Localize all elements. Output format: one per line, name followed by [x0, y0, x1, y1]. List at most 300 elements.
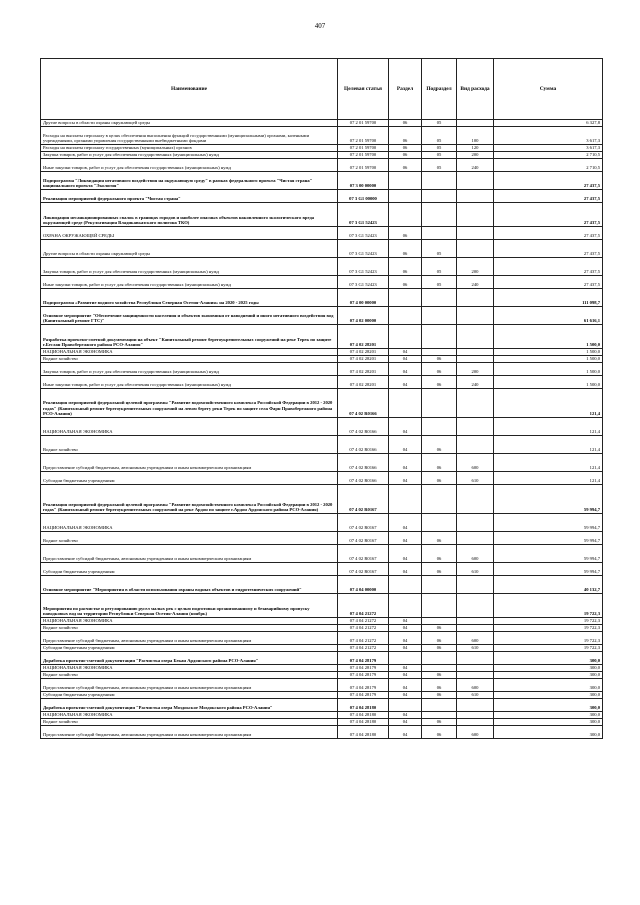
- cell-expense-type: [457, 719, 494, 726]
- table-row: [41, 726, 603, 739]
- cell-sum: 121,4: [494, 472, 603, 485]
- table-row-heading: [41, 289, 603, 307]
- cell-name: Водное хозяйство: [41, 356, 338, 363]
- cell-target-code: 07 4 04 00000: [338, 576, 389, 594]
- cell-name: НАЦИОНАЛЬНАЯ ЭКОНОМИКА: [41, 514, 338, 532]
- cell-section: 04: [389, 645, 422, 652]
- table-row: [41, 127, 603, 145]
- cell-subsection: [422, 349, 457, 356]
- cell-section: 04: [389, 719, 422, 726]
- table-row-heading: [41, 325, 603, 349]
- cell-expense-type: 600: [457, 632, 494, 645]
- cell-expense-type: [457, 712, 494, 719]
- table-row-heading: [41, 389, 603, 418]
- cell-sum: 27 437,5: [494, 190, 603, 203]
- cell-sum: 3 617,3: [494, 127, 603, 145]
- cell-name: Подпрограмма «Развитие водного хозяйства Республики Северная Осетия-Алания» на 2020 - 2025 годы: [41, 289, 338, 307]
- cell-sum: 19 722,3: [494, 645, 603, 652]
- cell-section: 06: [389, 127, 422, 145]
- table-row: [41, 152, 603, 159]
- cell-subsection: 05: [422, 276, 457, 289]
- table-row: [41, 436, 603, 454]
- cell-sum: 6 327,8: [494, 120, 603, 127]
- cell-section: 04: [389, 672, 422, 679]
- cell-target-code: 07 4 04 21272: [338, 625, 389, 632]
- cell-expense-type: [457, 172, 494, 190]
- table-row-heading: [41, 652, 603, 665]
- cell-name: Предоставление субсидий бюджетным, автономным учреждениям и иным некоммерческим организациям: [41, 679, 338, 692]
- cell-subsection: 06: [422, 563, 457, 576]
- cell-section: 04: [389, 632, 422, 645]
- cell-target-code: 07 4 02 R0167: [338, 532, 389, 545]
- cell-target-code: 07 4 02 00000: [338, 307, 389, 325]
- cell-name: Расходы на выплаты персоналу государственных (муниципальных) органов: [41, 145, 338, 152]
- table-row-heading: [41, 203, 603, 227]
- cell-subsection: [422, 514, 457, 532]
- cell-target-code: 07 3 G1 52423: [338, 258, 389, 276]
- cell-expense-type: [457, 436, 494, 454]
- cell-target-code: 07 4 04 28179: [338, 672, 389, 679]
- cell-target-code: 07 4 04 21272: [338, 594, 389, 618]
- cell-expense-type: [457, 699, 494, 712]
- cell-section: [389, 576, 422, 594]
- table-row: [41, 618, 603, 625]
- cell-target-code: 07 4 04 21272: [338, 618, 389, 625]
- cell-subsection: [422, 203, 457, 227]
- cell-target-code: 07 2 01 59700: [338, 145, 389, 152]
- cell-section: [389, 325, 422, 349]
- cell-expense-type: [457, 356, 494, 363]
- cell-sum: 59 994,7: [494, 532, 603, 545]
- table-row: [41, 532, 603, 545]
- cell-subsection: 05: [422, 145, 457, 152]
- cell-target-code: 07 4 02 R0166: [338, 454, 389, 472]
- cell-target-code: 07 4 04 21272: [338, 645, 389, 652]
- cell-expense-type: 240: [457, 276, 494, 289]
- header-section: Раздел: [389, 59, 422, 120]
- table-row-heading: [41, 172, 603, 190]
- cell-expense-type: [457, 227, 494, 240]
- cell-sum: 27 437,5: [494, 240, 603, 258]
- cell-expense-type: 610: [457, 472, 494, 485]
- cell-section: [389, 389, 422, 418]
- table-row-heading: [41, 594, 603, 618]
- cell-name: Разработка проектно-сметной документации на объект "Капитальный ремонт берегоукрепительных сооружений на реке Терек по защите г.Беслан Правобережного района РСО-Алания": [41, 325, 338, 349]
- cell-expense-type: [457, 307, 494, 325]
- table-row: [41, 120, 603, 127]
- cell-subsection: 06: [422, 625, 457, 632]
- cell-target-code: 07 4 02 28201: [338, 349, 389, 356]
- cell-name: Водное хозяйство: [41, 719, 338, 726]
- cell-expense-type: [457, 514, 494, 532]
- cell-subsection: [422, 418, 457, 436]
- cell-section: 04: [389, 712, 422, 719]
- cell-sum: 19 722,3: [494, 632, 603, 645]
- header-name: Наименование: [41, 59, 338, 120]
- cell-expense-type: 200: [457, 363, 494, 376]
- cell-target-code: 07 4 04 28179: [338, 665, 389, 672]
- cell-target-code: 07 4 02 R0166: [338, 472, 389, 485]
- table-row: [41, 363, 603, 376]
- cell-subsection: [422, 618, 457, 625]
- cell-sum: 19 722,3: [494, 594, 603, 618]
- cell-expense-type: [457, 325, 494, 349]
- table-row: [41, 472, 603, 485]
- cell-sum: 1 500,0: [494, 356, 603, 363]
- cell-section: 04: [389, 532, 422, 545]
- header-expense-type: Вид расхода: [457, 59, 494, 120]
- cell-name: Ликвидация несанкционированных свалок в границах городов и наиболее опасных объектов накопленного экологического вреда окружающей среде (Рекультивация Владикавказского полигона ТКО): [41, 203, 338, 227]
- header-sum: Сумма: [494, 59, 603, 120]
- cell-name: Субсидии бюджетным учреждениям: [41, 692, 338, 699]
- cell-expense-type: [457, 594, 494, 618]
- cell-section: 04: [389, 625, 422, 632]
- cell-target-code: 07 4 02 28201: [338, 376, 389, 389]
- cell-name: Реализация мероприятий федеральной целевой программы "Развитие водохозяйственного комплекса Российской Федерации в 2012 - 2020 годах" (Капитальный ремонт берегоукрепительных сооружений на левом берегу реки Терек по защите села Фарн Правобережного района РСО-Алания): [41, 389, 338, 418]
- cell-subsection: 05: [422, 127, 457, 145]
- cell-section: 06: [389, 276, 422, 289]
- cell-target-code: 07 2 01 59700: [338, 152, 389, 159]
- cell-section: [389, 594, 422, 618]
- header-code: Целевая статья: [338, 59, 389, 120]
- cell-section: 04: [389, 363, 422, 376]
- cell-subsection: 05: [422, 159, 457, 172]
- cell-name: НАЦИОНАЛЬНАЯ ЭКОНОМИКА: [41, 418, 338, 436]
- cell-section: 06: [389, 152, 422, 159]
- cell-sum: 121,4: [494, 436, 603, 454]
- cell-name: Субсидии бюджетным учреждениям: [41, 472, 338, 485]
- cell-target-code: 07 4 04 28180: [338, 699, 389, 712]
- cell-expense-type: [457, 625, 494, 632]
- table-row: [41, 258, 603, 276]
- cell-subsection: 06: [422, 645, 457, 652]
- cell-sum: 27 437,5: [494, 227, 603, 240]
- cell-name: Иные закупки товаров, работ и услуг для обеспечения государственных (муниципальных) нужд: [41, 159, 338, 172]
- cell-name: Расходы на выплаты персоналу в целях обеспечения выполнения функций государственными (муниципальными) органами, казенными учреждениями, органами управления государственными внебюджетными фондами: [41, 127, 338, 145]
- cell-section: 06: [389, 145, 422, 152]
- cell-sum: 40 132,7: [494, 576, 603, 594]
- cell-target-code: 07 3 G1 52423: [338, 276, 389, 289]
- cell-sum: 3 617,3: [494, 145, 603, 152]
- cell-expense-type: 200: [457, 258, 494, 276]
- cell-section: [389, 699, 422, 712]
- table-row: [41, 672, 603, 679]
- cell-name: Доработка проектно-сметной документации "Расчистка озера Бекан Ардонского района РСО-Алания": [41, 652, 338, 665]
- table-row: [41, 454, 603, 472]
- cell-target-code: 07 4 02 R0166: [338, 418, 389, 436]
- cell-subsection: 06: [422, 545, 457, 563]
- cell-subsection: [422, 594, 457, 618]
- table-row: [41, 563, 603, 576]
- cell-target-code: 07 4 04 28180: [338, 726, 389, 739]
- cell-sum: 27 437,5: [494, 203, 603, 227]
- cell-expense-type: [457, 203, 494, 227]
- cell-subsection: [422, 652, 457, 665]
- cell-sum: 27 437,5: [494, 258, 603, 276]
- table-row: [41, 349, 603, 356]
- table-row: [41, 376, 603, 389]
- cell-sum: 59 994,7: [494, 485, 603, 514]
- table-row: [41, 514, 603, 532]
- cell-target-code: 07 3 G1 52423: [338, 203, 389, 227]
- cell-name: Закупка товаров, работ и услуг для обеспечения государственных (муниципальных) нужд: [41, 258, 338, 276]
- cell-expense-type: [457, 576, 494, 594]
- cell-name: Мероприятия по расчистке и регулированию русел малых рек с целью подготовки организованному и безаварийному пропуску паводковых вод на территории Республики Северная Осетия-Алания (ноябрь): [41, 594, 338, 618]
- cell-sum: 121,4: [494, 389, 603, 418]
- table-row-heading: [41, 190, 603, 203]
- table-row: [41, 418, 603, 436]
- cell-subsection: 06: [422, 726, 457, 739]
- cell-subsection: 06: [422, 454, 457, 472]
- cell-sum: 2 710,5: [494, 152, 603, 159]
- cell-name: Водное хозяйство: [41, 436, 338, 454]
- table-row: [41, 632, 603, 645]
- cell-subsection: [422, 576, 457, 594]
- cell-sum: 61 616,1: [494, 307, 603, 325]
- cell-sum: 300,0: [494, 726, 603, 739]
- cell-expense-type: 200: [457, 152, 494, 159]
- cell-subsection: 05: [422, 240, 457, 258]
- cell-expense-type: 610: [457, 563, 494, 576]
- cell-expense-type: [457, 532, 494, 545]
- cell-subsection: [422, 712, 457, 719]
- cell-expense-type: [457, 618, 494, 625]
- cell-name: Водное хозяйство: [41, 532, 338, 545]
- cell-sum: 300,0: [494, 672, 603, 679]
- cell-target-code: 07 3 G1 52423: [338, 227, 389, 240]
- table-row-heading: [41, 307, 603, 325]
- cell-section: 06: [389, 227, 422, 240]
- cell-subsection: 06: [422, 356, 457, 363]
- cell-subsection: [422, 289, 457, 307]
- cell-target-code: 07 4 00 00000: [338, 289, 389, 307]
- cell-subsection: 05: [422, 120, 457, 127]
- cell-expense-type: 100: [457, 127, 494, 145]
- cell-section: [389, 172, 422, 190]
- cell-expense-type: [457, 665, 494, 672]
- cell-expense-type: [457, 349, 494, 356]
- cell-subsection: 06: [422, 679, 457, 692]
- cell-section: 04: [389, 563, 422, 576]
- cell-expense-type: 600: [457, 545, 494, 563]
- cell-expense-type: [457, 240, 494, 258]
- table-row: [41, 625, 603, 632]
- table-row: [41, 692, 603, 699]
- cell-subsection: 06: [422, 672, 457, 679]
- table-row: [41, 665, 603, 672]
- cell-subsection: 06: [422, 692, 457, 699]
- cell-subsection: [422, 389, 457, 418]
- cell-sum: 59 994,7: [494, 563, 603, 576]
- cell-name: Субсидии бюджетным учреждениям: [41, 563, 338, 576]
- header-subsection: Подраздел: [422, 59, 457, 120]
- cell-expense-type: 600: [457, 454, 494, 472]
- cell-subsection: [422, 172, 457, 190]
- table-header: [41, 59, 603, 120]
- cell-sum: 59 994,7: [494, 514, 603, 532]
- cell-subsection: 06: [422, 363, 457, 376]
- cell-section: 04: [389, 376, 422, 389]
- cell-sum: 19 722,3: [494, 625, 603, 632]
- cell-section: [389, 307, 422, 325]
- cell-subsection: [422, 307, 457, 325]
- cell-section: 04: [389, 545, 422, 563]
- cell-target-code: 07 4 04 28180: [338, 719, 389, 726]
- cell-expense-type: [457, 485, 494, 514]
- cell-name: Основное мероприятие "Обеспечение защищенности населения и объектов экономики от наводнений и иного негативного воздействия вод (Капитальный ремонт ГТС)": [41, 307, 338, 325]
- cell-section: [389, 203, 422, 227]
- cell-target-code: 07 4 04 21272: [338, 632, 389, 645]
- cell-sum: 27 437,5: [494, 276, 603, 289]
- cell-name: Предоставление субсидий бюджетным, автономным учреждениям и иным некоммерческим организациям: [41, 454, 338, 472]
- cell-name: Основное мероприятие "Мероприятия в области использования охраны водных объектов и гидротехнических сооружений": [41, 576, 338, 594]
- cell-expense-type: 240: [457, 376, 494, 389]
- cell-section: 04: [389, 514, 422, 532]
- cell-name: НАЦИОНАЛЬНАЯ ЭКОНОМИКА: [41, 665, 338, 672]
- cell-subsection: 05: [422, 152, 457, 159]
- cell-expense-type: 600: [457, 679, 494, 692]
- table-row-heading: [41, 699, 603, 712]
- cell-name: Субсидии бюджетным учреждениям: [41, 645, 338, 652]
- cell-name: Другие вопросы в области охраны окружающей среды: [41, 240, 338, 258]
- cell-target-code: 07 4 02 28201: [338, 325, 389, 349]
- cell-subsection: [422, 190, 457, 203]
- cell-expense-type: [457, 120, 494, 127]
- cell-subsection: 05: [422, 258, 457, 276]
- cell-sum: 1 500,0: [494, 376, 603, 389]
- cell-subsection: 06: [422, 532, 457, 545]
- cell-sum: 1 500,0: [494, 363, 603, 376]
- cell-sum: 121,4: [494, 418, 603, 436]
- cell-target-code: 07 4 04 28180: [338, 712, 389, 719]
- cell-target-code: 07 4 02 R0167: [338, 485, 389, 514]
- cell-subsection: 06: [422, 632, 457, 645]
- cell-name: НАЦИОНАЛЬНАЯ ЭКОНОМИКА: [41, 618, 338, 625]
- cell-expense-type: [457, 672, 494, 679]
- cell-target-code: 07 4 04 28179: [338, 652, 389, 665]
- cell-name: Иные закупки товаров, работ и услуг для обеспечения государственных (муниципальных) нужд: [41, 276, 338, 289]
- cell-name: Подпрограмма "Ликвидация негативного воздействия на окружающую среду" в рамках федерального проекта "Чистая страна" национального проекта "Экология": [41, 172, 338, 190]
- cell-subsection: [422, 699, 457, 712]
- page-number: 407: [314, 22, 326, 30]
- cell-expense-type: 610: [457, 645, 494, 652]
- cell-target-code: 07 3 G1 00000: [338, 190, 389, 203]
- cell-expense-type: [457, 289, 494, 307]
- cell-sum: 1 500,0: [494, 325, 603, 349]
- cell-expense-type: [457, 190, 494, 203]
- cell-sum: 300,0: [494, 679, 603, 692]
- cell-target-code: 07 2 01 59700: [338, 159, 389, 172]
- cell-name: Водное хозяйство: [41, 625, 338, 632]
- cell-subsection: [422, 325, 457, 349]
- cell-name: Доработка проектно-сметной документации "Расчистка озера Моздокское Моздокского района РСО-Алания": [41, 699, 338, 712]
- table-row: [41, 719, 603, 726]
- cell-section: 04: [389, 472, 422, 485]
- cell-name: Реализация мероприятий федерального проекта "Чистая страна": [41, 190, 338, 203]
- cell-sum: 300,0: [494, 719, 603, 726]
- cell-section: 04: [389, 679, 422, 692]
- cell-expense-type: 120: [457, 145, 494, 152]
- table-row: [41, 645, 603, 652]
- table-row: [41, 145, 603, 152]
- cell-target-code: 07 3 00 00000: [338, 172, 389, 190]
- table-row-heading: [41, 485, 603, 514]
- cell-sum: 300,0: [494, 699, 603, 712]
- cell-name: Закупка товаров, работ и услуг для обеспечения государственных (муниципальных) нужд: [41, 152, 338, 159]
- cell-name: Водное хозяйство: [41, 672, 338, 679]
- cell-name: Другие вопросы в области охраны окружающей среды: [41, 120, 338, 127]
- cell-section: [389, 652, 422, 665]
- cell-sum: 300,0: [494, 692, 603, 699]
- cell-subsection: [422, 227, 457, 240]
- cell-target-code: 07 4 02 28201: [338, 356, 389, 363]
- table-row: [41, 356, 603, 363]
- cell-sum: 2 710,5: [494, 159, 603, 172]
- cell-section: 04: [389, 454, 422, 472]
- cell-section: 06: [389, 120, 422, 127]
- cell-section: 04: [389, 692, 422, 699]
- cell-name: Иные закупки товаров, работ и услуг для обеспечения государственных (муниципальных) нужд: [41, 376, 338, 389]
- cell-target-code: 07 4 04 28179: [338, 679, 389, 692]
- cell-section: [389, 485, 422, 514]
- cell-section: 04: [389, 418, 422, 436]
- table-row: [41, 712, 603, 719]
- table-row: [41, 227, 603, 240]
- cell-section: 04: [389, 349, 422, 356]
- cell-target-code: 07 4 02 R0166: [338, 436, 389, 454]
- cell-expense-type: [457, 418, 494, 436]
- cell-name: ОХРАНА ОКРУЖАЮЩЕЙ СРЕДЫ: [41, 227, 338, 240]
- table-body: [41, 120, 603, 739]
- cell-expense-type: 600: [457, 726, 494, 739]
- cell-sum: 121,4: [494, 454, 603, 472]
- table-row: [41, 159, 603, 172]
- cell-expense-type: 610: [457, 692, 494, 699]
- cell-name: Реализация мероприятий федеральной целевой программы "Развитие водохозяйственного комплекса Российской Федерации в 2012 - 2020 годах" (Капитальный ремонт берегоукрепительных сооружений на реке Ардон по защите г.Ардон Ардонского района РСО-Алания): [41, 485, 338, 514]
- cell-target-code: 07 4 02 R0167: [338, 545, 389, 563]
- cell-target-code: 07 2 01 59700: [338, 120, 389, 127]
- cell-section: 06: [389, 159, 422, 172]
- cell-sum: 300,0: [494, 665, 603, 672]
- cell-subsection: [422, 485, 457, 514]
- table-row: [41, 276, 603, 289]
- cell-sum: 300,0: [494, 712, 603, 719]
- cell-target-code: 07 4 02 28201: [338, 363, 389, 376]
- cell-target-code: 07 4 02 R0167: [338, 514, 389, 532]
- cell-subsection: 06: [422, 376, 457, 389]
- cell-target-code: 07 4 04 28179: [338, 692, 389, 699]
- cell-section: 04: [389, 356, 422, 363]
- cell-subsection: 06: [422, 436, 457, 454]
- cell-subsection: 06: [422, 472, 457, 485]
- cell-name: Предоставление субсидий бюджетным, автономным учреждениям и иным некоммерческим организациям: [41, 545, 338, 563]
- cell-section: 04: [389, 618, 422, 625]
- cell-section: [389, 190, 422, 203]
- cell-expense-type: [457, 652, 494, 665]
- table-row: [41, 240, 603, 258]
- cell-sum: 27 437,5: [494, 172, 603, 190]
- budget-table: [40, 58, 603, 739]
- cell-name: НАЦИОНАЛЬНАЯ ЭКОНОМИКА: [41, 349, 338, 356]
- cell-sum: 59 994,7: [494, 545, 603, 563]
- cell-section: 06: [389, 258, 422, 276]
- cell-target-code: 07 4 02 R0166: [338, 389, 389, 418]
- cell-sum: 300,0: [494, 652, 603, 665]
- cell-subsection: 06: [422, 719, 457, 726]
- cell-sum: 19 722,3: [494, 618, 603, 625]
- cell-section: [389, 289, 422, 307]
- cell-section: 06: [389, 240, 422, 258]
